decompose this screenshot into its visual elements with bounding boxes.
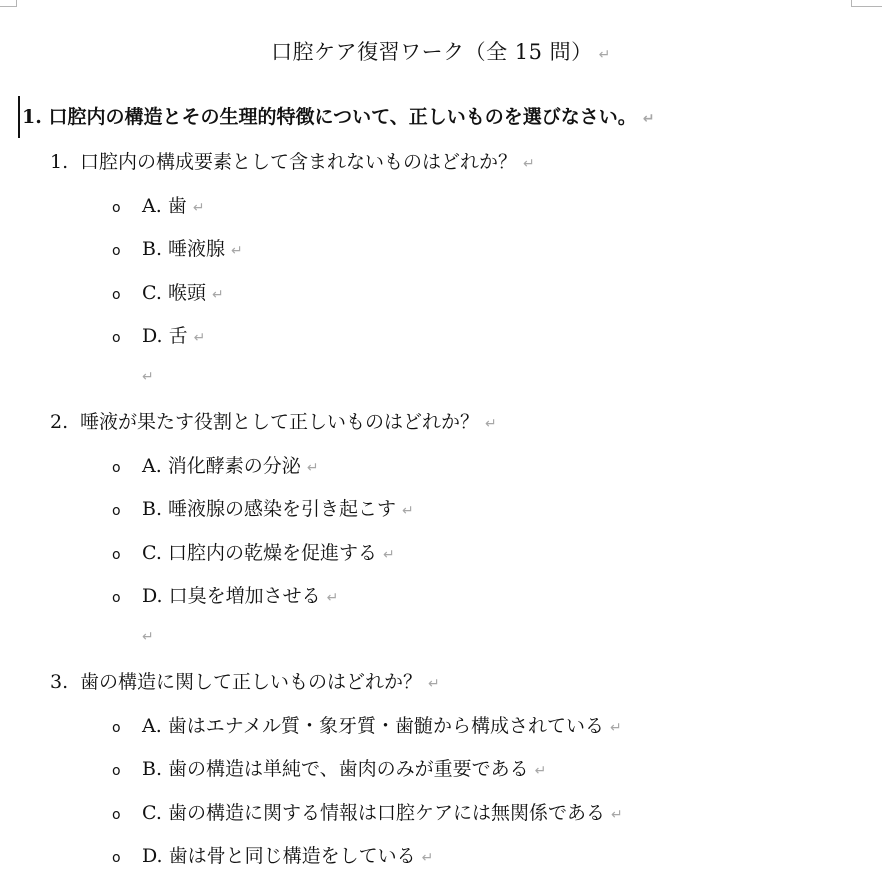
paragraph-mark-icon: ↵ (523, 156, 535, 172)
bullet-icon: o (112, 243, 121, 259)
option-text: C. 口腔内の乾燥を促進する (142, 542, 377, 564)
section-heading[interactable] (22, 102, 654, 129)
question-2-option-a[interactable] (112, 451, 319, 478)
question-3-option-a[interactable] (112, 711, 622, 738)
question-1-option-a[interactable] (112, 191, 205, 218)
question-text: 唾液が果たす役割として正しいものはどれか？ (80, 411, 480, 433)
paragraph-mark-icon: ↵ (326, 590, 339, 606)
option-text: B. 唾液腺 (142, 238, 226, 260)
paragraph-mark-icon: ↵ (421, 850, 434, 866)
paragraph-mark-icon: ↵ (642, 111, 655, 127)
crop-mark-top-left (0, 0, 17, 7)
question-1[interactable] (50, 147, 535, 174)
bullet-icon: o (112, 460, 121, 476)
document-title[interactable] (0, 36, 882, 66)
option-text: B. 唾液腺の感染を引き起こす (142, 498, 397, 520)
option-text: A. 歯はエナメル質・象牙質・歯髄から構成されている (142, 715, 605, 737)
bullet-icon: o (112, 763, 121, 779)
question-number: 1. (50, 151, 69, 173)
bullet-icon: o (112, 547, 121, 563)
option-text: A. 歯 (142, 195, 187, 217)
paragraph-mark-icon: ↵ (193, 330, 206, 346)
question-3[interactable] (50, 667, 440, 694)
question-number: 2. (50, 411, 69, 433)
paragraph-mark-icon: ↵ (231, 243, 243, 259)
paragraph-mark-icon: ↵ (142, 629, 154, 645)
paragraph-mark-icon: ↵ (485, 416, 497, 432)
bullet-icon: o (112, 807, 121, 823)
paragraph-mark-icon: ↵ (610, 720, 622, 736)
bullet-icon: o (112, 330, 121, 346)
paragraph-mark-icon: ↵ (192, 200, 205, 216)
option-text: A. 消化酵素の分泌 (142, 455, 301, 477)
bullet-icon: o (112, 590, 121, 606)
section-number: 1. (22, 106, 42, 128)
option-text: C. 喉頭 (142, 282, 206, 304)
text-cursor (18, 96, 20, 138)
crop-mark-top-right (851, 0, 882, 7)
question-2-option-d[interactable] (112, 581, 338, 608)
question-text: 口腔内の構成要素として含まれないものはどれか？ (80, 151, 518, 173)
bullet-icon: o (112, 287, 121, 303)
bullet-icon: o (112, 850, 121, 866)
paragraph-mark-icon: ↵ (428, 676, 440, 692)
bullet-icon: o (112, 200, 121, 216)
question-2-option-c[interactable] (112, 538, 395, 565)
question-1-option-b[interactable] (112, 234, 243, 261)
question-3-option-d[interactable] (112, 841, 433, 868)
paragraph-mark-icon: ↵ (382, 547, 395, 563)
paragraph-mark-icon: ↵ (402, 503, 414, 519)
question-1-option-d[interactable] (112, 321, 205, 348)
bullet-icon: o (112, 720, 121, 736)
question-3-option-c[interactable] (112, 798, 623, 825)
option-text: D. 歯は骨と同じ構造をしている (142, 845, 416, 867)
empty-paragraph[interactable] (142, 626, 154, 645)
paragraph-mark-icon: ↵ (598, 47, 611, 63)
paragraph-mark-icon: ↵ (306, 460, 319, 476)
document-title-text: 口腔ケア復習ワーク（全 15 問） (271, 40, 593, 64)
question-1-option-c[interactable] (112, 278, 224, 305)
question-text: 歯の構造に関して正しいものはどれか？ (80, 671, 423, 693)
paragraph-mark-icon: ↵ (142, 369, 154, 385)
question-2[interactable] (50, 407, 497, 434)
paragraph-mark-icon: ↵ (534, 763, 547, 779)
paragraph-mark-icon: ↵ (211, 287, 224, 303)
option-text: B. 歯の構造は単純で、歯肉のみが重要である (142, 758, 529, 780)
paragraph-mark-icon: ↵ (610, 807, 623, 823)
empty-paragraph[interactable] (142, 366, 154, 385)
option-text: C. 歯の構造に関する情報は口腔ケアには無関係である (142, 802, 605, 824)
question-2-option-b[interactable] (112, 494, 414, 521)
question-number: 3. (50, 671, 69, 693)
bullet-icon: o (112, 503, 121, 519)
option-text: D. 口臭を増加させる (142, 585, 321, 607)
option-text: D. 舌 (142, 325, 188, 347)
section-heading-text: 口腔内の構造とその生理的特徴について、正しいものを選びなさい。 (48, 106, 637, 128)
question-3-option-b[interactable] (112, 754, 546, 781)
